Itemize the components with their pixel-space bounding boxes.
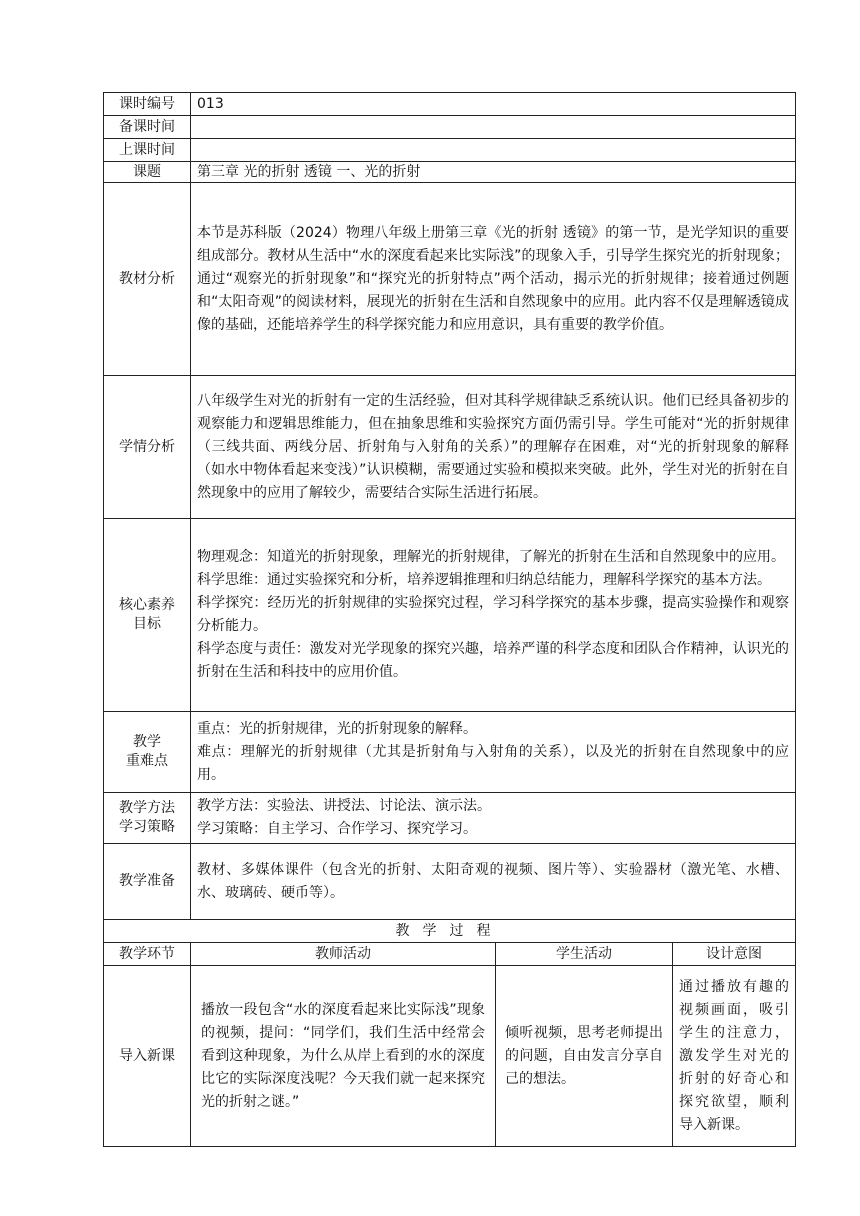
key-points-label bbox=[104, 712, 191, 793]
lesson-plan-table bbox=[103, 92, 796, 1147]
textbook-analysis-label: 教材分析 bbox=[104, 183, 191, 376]
topic-label: 课题 bbox=[104, 162, 191, 183]
class-time-label: 上课时间 bbox=[104, 139, 191, 162]
method-item: 学习策略：自主学习、合作学习、探究学习。 bbox=[197, 821, 477, 837]
header-teacher: 教师活动 bbox=[191, 943, 496, 966]
key-points-label-line1: 教学 bbox=[133, 734, 161, 750]
core-goals-label-line2: 目标 bbox=[133, 616, 161, 632]
row-process-headers bbox=[104, 943, 796, 966]
row-preparation bbox=[104, 844, 796, 920]
row-key-points bbox=[104, 712, 796, 793]
row-prep-time bbox=[104, 116, 796, 139]
student-analysis-label: 学情分析 bbox=[104, 376, 191, 519]
class-time-value bbox=[191, 139, 796, 162]
preparation-text bbox=[191, 844, 796, 920]
row-textbook-analysis bbox=[104, 183, 796, 376]
process-row-intro bbox=[104, 966, 796, 1147]
row-lesson-number bbox=[104, 93, 796, 116]
core-goals-text bbox=[191, 519, 796, 712]
textbook-analysis-paragraph: 本节是苏科版（2024）物理八年级上册第三章《光的折射 透镜》的第一节，是光学知识的重要组成部分。教材从生活中“水的深度看起来比实际浅”的现象入手，引导学生探究光的折射现象；通过“观察光的折射现象”和“探究光的折射特点”两个活动，揭示光的折射规律；接着通过例题和“太阳奇观”的阅读材料，展现光的折射在生活和自然现象中的应用。此内容不仅是理解透镜成像的基础，还能培养学生的科学探究能力和应用意识，具有重要的教学价值。 bbox=[197, 224, 790, 333]
student-analysis-paragraph: 八年级学生对光的折射有一定的生活经验，但对其科学规律缺乏系统认识。他们已经具备初步的观察能力和逻辑思维能力，但在抽象思维和实验探究方面仍需引导。学生可能对“光的折射规律（三线共面、两线分居、折射角与入射角的关系）”的理解存在困难，对“光的折射现象的解释（如水中物体看起来变浅）”认识模糊，需要通过实验和模拟来突破。此外，学生对光的折射在自然现象中的应用了解较少，需要结合实际生活进行拓展。 bbox=[197, 392, 790, 501]
methods-text bbox=[191, 793, 796, 844]
row-topic bbox=[104, 162, 796, 183]
key-point-item: 重点：光的折射规律，光的折射现象的解释。 bbox=[197, 720, 477, 737]
stage-intro: 导入新课 bbox=[104, 966, 191, 1147]
lesson-number-value: 013 bbox=[191, 93, 796, 116]
goal-item: 科学探究：经历光的折射规律的实验探究过程，学习科学探究的基本步骤，提高实验操作和观察分析能力。 bbox=[197, 595, 790, 634]
key-points-label-line2: 重难点 bbox=[126, 753, 168, 769]
core-goals-label-line1: 核心素养 bbox=[119, 597, 175, 613]
core-goals-label bbox=[104, 519, 191, 712]
goal-item: 物理观念：知道光的折射现象，理解光的折射规律，了解光的折射在生活和自然现象中的应用。 bbox=[197, 549, 785, 565]
goal-item: 科学态度与责任：激发对光学现象的探究兴趣，培养严谨的科学态度和团队合作精神，认识光的折射在生活和科技中的应用价值。 bbox=[197, 641, 790, 680]
prep-time-label: 备课时间 bbox=[104, 116, 191, 139]
preparation-paragraph: 教材、多媒体课件（包含光的折射、太阳奇观的视频、图片等）、实验器材（激光笔、水槽、水、玻璃砖、硬币等）。 bbox=[197, 861, 790, 901]
header-student: 学生活动 bbox=[496, 943, 673, 966]
lesson-number-label: 课时编号 bbox=[104, 93, 191, 116]
header-intent: 设计意图 bbox=[673, 943, 796, 966]
header-stage: 教学环节 bbox=[104, 943, 191, 966]
methods-label-line1: 教学方法 bbox=[119, 800, 175, 816]
row-process-banner bbox=[104, 920, 796, 943]
row-student-analysis bbox=[104, 376, 796, 519]
goal-item: 科学思维：通过实验探究和分析，培养逻辑推理和归纳总结能力，理解科学探究的基本方法。 bbox=[197, 572, 771, 588]
key-point-item: 难点：理解光的折射规律（尤其是折射角与入射角的关系），以及光的折射在自然现象中的应用。 bbox=[197, 743, 790, 783]
preparation-label: 教学准备 bbox=[104, 844, 191, 920]
methods-label bbox=[104, 793, 191, 844]
method-item: 教学方法：实验法、讲授法、讨论法、演示法。 bbox=[197, 798, 491, 814]
prep-time-value bbox=[191, 116, 796, 139]
key-points-text bbox=[191, 712, 796, 793]
design-intent: 通过播放有趣的视频画面，吸引学生的注意力，激发学生对光的折射的好奇心和探究欲望，顺利导入新课。 bbox=[673, 966, 796, 1147]
student-analysis-text bbox=[191, 376, 796, 519]
process-banner: 教学过程 bbox=[104, 920, 796, 943]
topic-value: 第三章 光的折射 透镜 一、光的折射 bbox=[191, 162, 796, 183]
textbook-analysis-text bbox=[191, 183, 796, 376]
student-activity: 倾听视频，思考老师提出的问题，自由发言分享自己的想法。 bbox=[496, 966, 673, 1147]
row-methods bbox=[104, 793, 796, 844]
teacher-activity: 播放一段包含“水的深度看起来比实际浅”现象的视频，提问：“同学们，我们生活中经常会看到这种现象，为什么从岸上看到的水的深度比它的实际深度浅呢？今天我们就一起来探究光的折射之谜。” bbox=[191, 966, 496, 1147]
methods-label-line2: 学习策略 bbox=[119, 819, 175, 835]
row-core-goals bbox=[104, 519, 796, 712]
row-class-time bbox=[104, 139, 796, 162]
